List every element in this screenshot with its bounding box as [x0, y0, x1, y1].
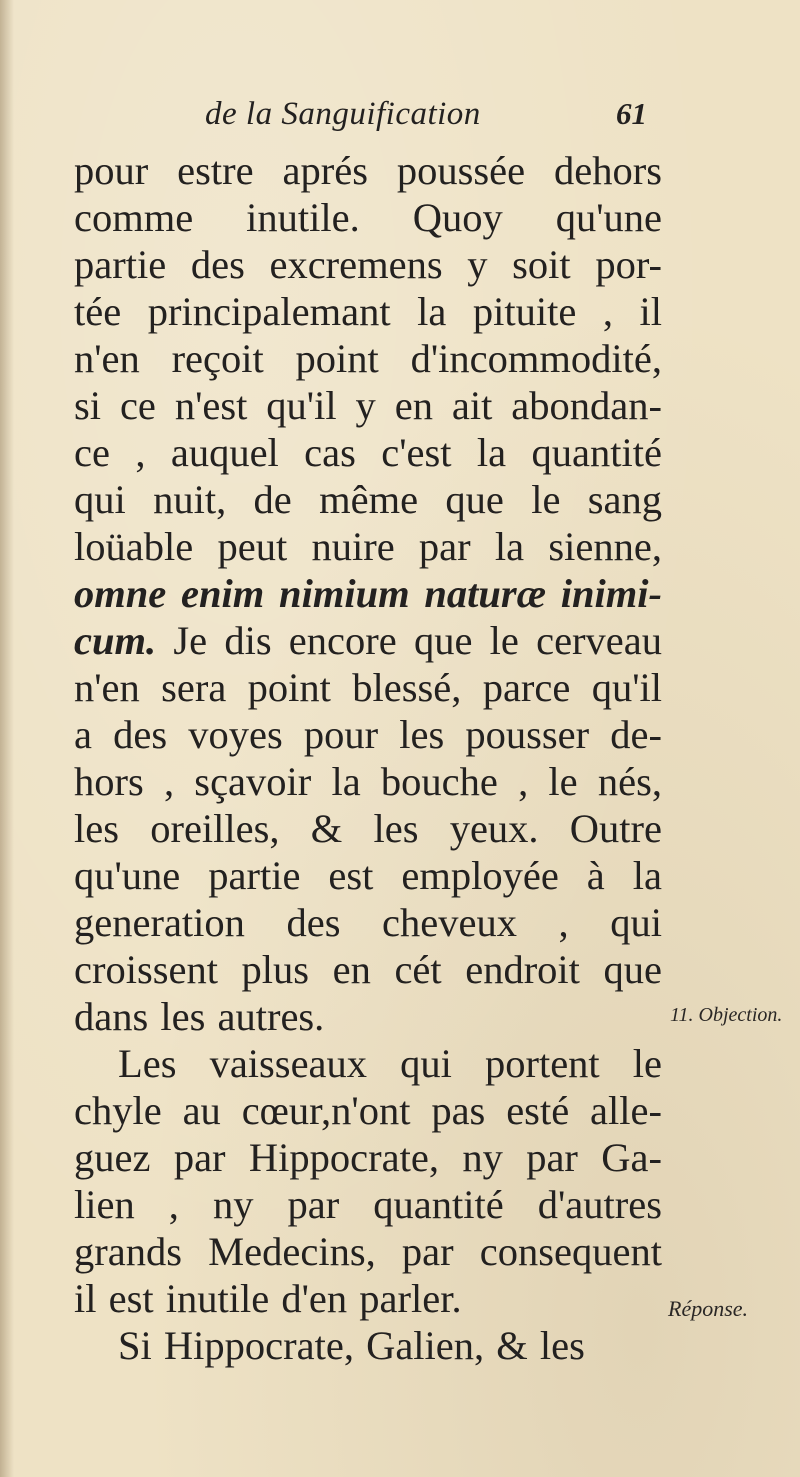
text-line: hors , sçavoir la bouche , le nés,	[74, 759, 662, 804]
body-text	[74, 147, 662, 1369]
text-line: pour estre aprés poussée dehors	[74, 148, 662, 193]
text-line: generation des cheveux , qui	[74, 900, 662, 945]
text-line: tée principalemant la pituite , il	[74, 289, 662, 334]
page-number: 61	[616, 96, 647, 131]
text-line: dans les autres.	[74, 994, 325, 1039]
text-line: a des voyes pour les pousser de-	[74, 712, 662, 757]
text-line: ce , auquel cas c'est la quantité	[74, 430, 662, 475]
latin-quote-line: omne enim nimium naturæ inimi-	[74, 571, 662, 616]
text-line: partie des excremens y soit por-	[74, 242, 662, 287]
text-line: chyle au cœur,n'ont pas esté alle-	[74, 1088, 662, 1133]
text-line: croissent plus en cét endroit que	[74, 947, 662, 992]
text-line: comme inutile. Quoy qu'une	[74, 195, 662, 240]
text-line: si ce n'est qu'il y en ait abondan-	[74, 383, 662, 428]
margin-note-reponse: Réponse.	[668, 1296, 749, 1321]
text-line: qui nuit, de même que le sang	[74, 477, 662, 522]
text-line: Les vaisseaux qui portent le	[118, 1041, 662, 1086]
text-line: les oreilles, & les yeux. Outre	[74, 806, 662, 851]
text-line: guez par Hippocrate, ny par Ga-	[74, 1135, 662, 1180]
text-line: qu'une partie est employée à la	[74, 853, 662, 898]
text-fragment: Je dis encore que le cerveau	[156, 618, 662, 663]
text-line-mixed	[74, 617, 662, 664]
text-line: grands Medecins, par consequent	[74, 1229, 662, 1274]
text-line: lien , ny par quantité d'autres	[74, 1182, 662, 1227]
text-line: n'en reçoit point d'incommodité,	[74, 336, 662, 381]
text-line: Si Hippocrate, Galien, & les	[118, 1323, 585, 1368]
text-line: il est inutile d'en parler.	[74, 1276, 462, 1321]
margin-note-objection: 11. Objection.	[670, 1004, 783, 1026]
text-line: n'en sera point blessé, parce qu'il	[74, 665, 662, 710]
running-head: de la Sanguification	[205, 96, 481, 132]
text-line: loüable peut nuire par la sienne,	[74, 524, 662, 569]
latin-quote-end: cum.	[74, 618, 157, 663]
binding-shadow	[0, 0, 14, 1477]
